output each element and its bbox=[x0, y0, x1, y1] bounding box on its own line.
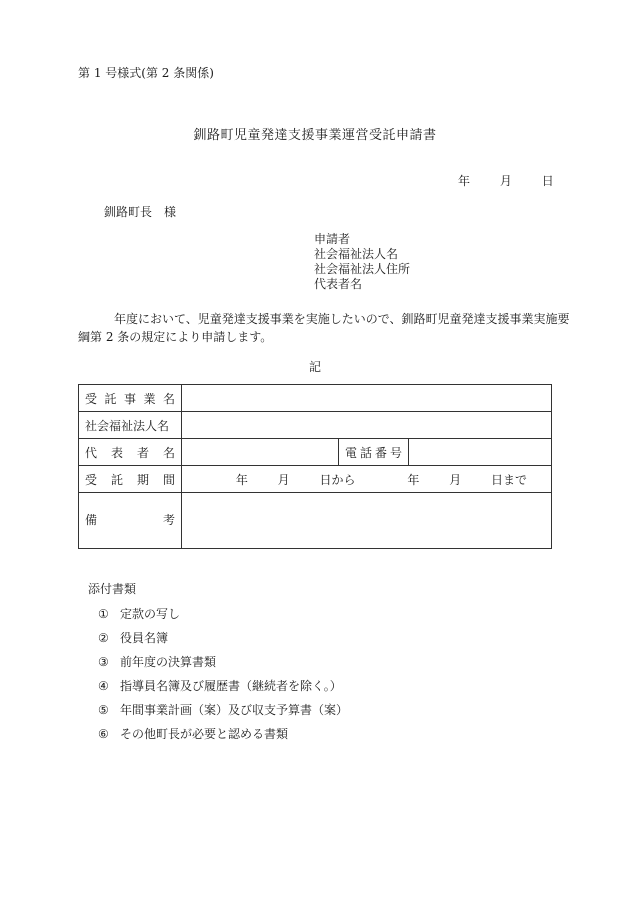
period-end-year: 年 bbox=[407, 472, 420, 487]
attachments-title: 添付書類 bbox=[88, 582, 137, 596]
label-char: 名 bbox=[162, 445, 175, 460]
item-text: 年間事業計画（案）及び収支予算書（案） bbox=[120, 703, 349, 717]
label-corp-name: 社会福祉法人名 bbox=[79, 412, 182, 439]
label-char: 者 bbox=[136, 445, 149, 460]
label-char: 代 bbox=[85, 445, 98, 460]
field-period[interactable] bbox=[182, 466, 552, 493]
label-char: 託 bbox=[110, 472, 123, 487]
list-item bbox=[98, 722, 348, 746]
label-remarks bbox=[79, 493, 182, 549]
item-text: その他町長が必要と認める書類 bbox=[120, 727, 289, 741]
table-row-representative bbox=[79, 439, 552, 466]
period-start-day: 日から bbox=[319, 472, 356, 487]
date-year: 年 bbox=[458, 174, 471, 188]
label-char: 備 bbox=[85, 513, 98, 527]
item-number: ② bbox=[98, 631, 109, 645]
period-start-month: 月 bbox=[277, 472, 290, 487]
applicant-block bbox=[314, 232, 410, 292]
field-corp-name[interactable] bbox=[182, 412, 552, 439]
table-row-corp-name bbox=[79, 412, 552, 439]
label-char: 間 bbox=[162, 472, 175, 487]
label-char: 業 bbox=[143, 391, 156, 406]
body-text: 年度において、児童発達支援事業を実施したいので、釧路町児童発達支援事業実施要綱第 2 条の規定により申請します。 bbox=[78, 312, 570, 344]
date-line bbox=[458, 172, 554, 189]
label-char: 事 bbox=[123, 391, 136, 406]
label-char: 話 bbox=[359, 445, 372, 460]
item-number: ① bbox=[98, 607, 109, 621]
list-item bbox=[98, 650, 348, 674]
item-number: ⑥ bbox=[98, 727, 109, 741]
item-number: ③ bbox=[98, 655, 109, 669]
list-item bbox=[98, 674, 348, 698]
label-project-name bbox=[79, 385, 182, 412]
item-text: 指導員名簿及び履歴書（継続者を除く。） bbox=[120, 679, 342, 693]
label-phone bbox=[339, 439, 409, 466]
document-title: 釧路町児童発達支援事業運営受託申請書 bbox=[193, 128, 437, 143]
date-month: 月 bbox=[499, 174, 512, 188]
attachments-list bbox=[98, 602, 348, 746]
label-char: 受 bbox=[85, 472, 98, 487]
date-day: 日 bbox=[541, 174, 554, 188]
applicant-line-corp-name: 社会福祉法人名 bbox=[314, 247, 399, 261]
item-text: 定款の写し bbox=[120, 607, 181, 621]
label-char: 電 bbox=[345, 445, 358, 460]
addressee: 釧路町長 様 bbox=[104, 205, 177, 219]
label-char: 受 bbox=[85, 391, 98, 406]
field-remarks[interactable] bbox=[182, 493, 552, 549]
list-item bbox=[98, 626, 348, 650]
label-char: 託 bbox=[104, 391, 117, 406]
applicant-line-corp-address: 社会福祉法人住所 bbox=[314, 262, 411, 276]
label-representative bbox=[79, 439, 182, 466]
applicant-label: 申請者 bbox=[314, 232, 351, 246]
form-number: 第 1 号様式(第 2 条関係) bbox=[78, 66, 214, 80]
table-row-remarks bbox=[79, 493, 552, 549]
field-representative[interactable] bbox=[182, 439, 339, 466]
period-end-day: 日まで bbox=[491, 472, 528, 487]
label-period bbox=[79, 466, 182, 493]
ki-heading: 記 bbox=[308, 360, 321, 374]
table-row-period bbox=[79, 466, 552, 493]
applicant-line-representative: 代表者名 bbox=[314, 277, 363, 291]
period-end-month: 月 bbox=[449, 472, 462, 487]
label-char: 考 bbox=[162, 513, 175, 527]
period-start-year: 年 bbox=[235, 472, 248, 487]
item-number: ⑤ bbox=[98, 703, 109, 717]
field-project-name[interactable] bbox=[182, 385, 552, 412]
list-item bbox=[98, 698, 348, 722]
label-char: 号 bbox=[389, 445, 402, 460]
item-number: ④ bbox=[98, 679, 109, 693]
label-char: 番 bbox=[374, 445, 387, 460]
label-char: 表 bbox=[110, 445, 123, 460]
item-text: 前年度の決算書類 bbox=[120, 655, 217, 669]
table-row-project-name bbox=[79, 385, 552, 412]
item-text: 役員名簿 bbox=[120, 631, 169, 645]
label-char: 名 bbox=[162, 391, 175, 406]
label-char: 期 bbox=[136, 472, 149, 487]
field-phone[interactable] bbox=[409, 439, 552, 466]
list-item bbox=[98, 602, 348, 626]
application-table bbox=[78, 384, 552, 549]
